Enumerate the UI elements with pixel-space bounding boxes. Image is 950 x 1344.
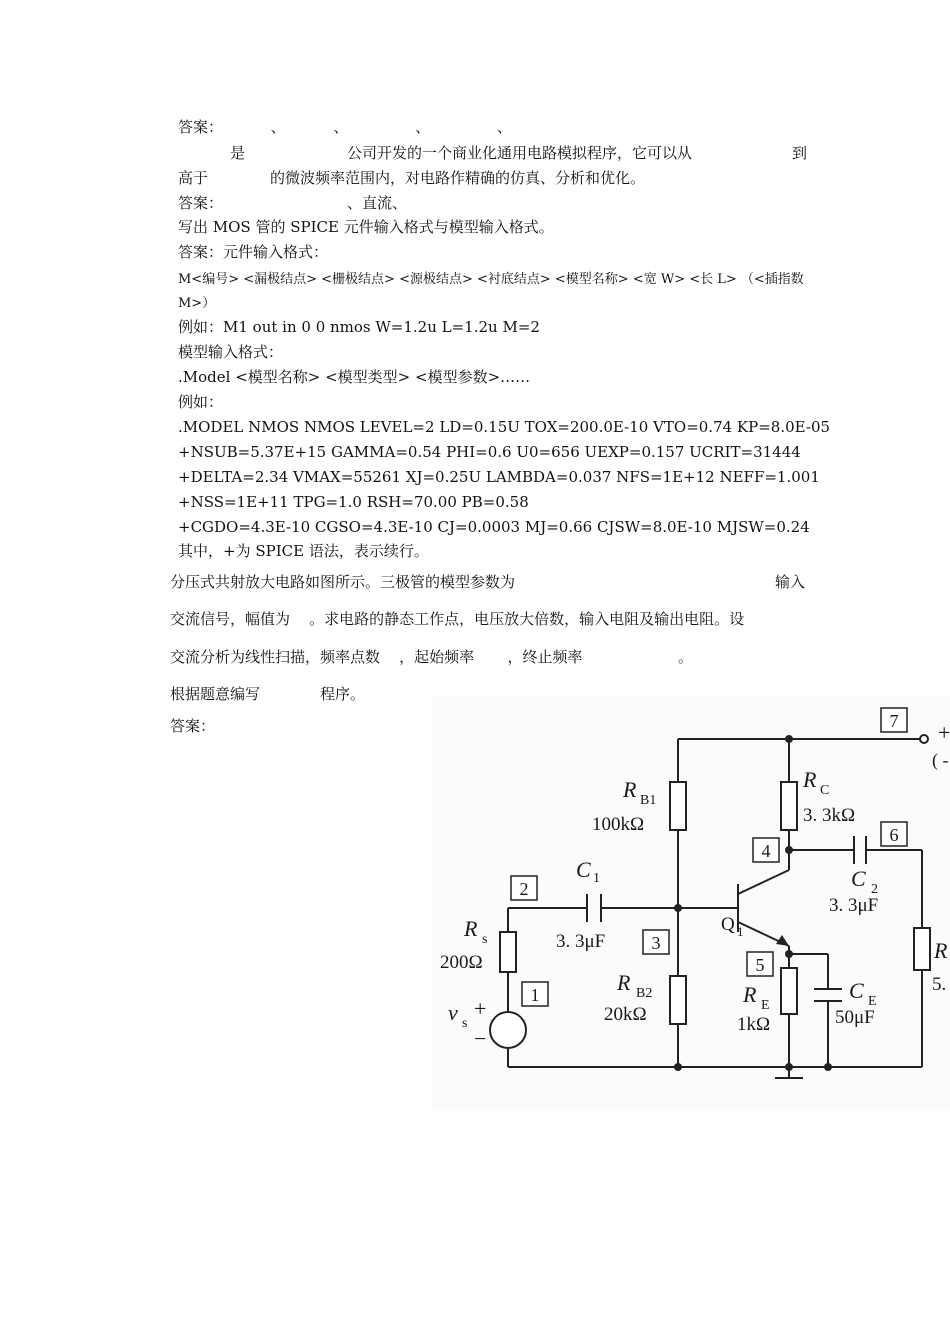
c1-subscript: 1 — [593, 871, 600, 886]
spice-intro-c: 到 — [792, 144, 808, 162]
rb2-value: 20kΩ — [604, 1004, 647, 1025]
amplifier-circuit-diagram — [432, 696, 950, 1110]
rs-subscript: s — [482, 932, 488, 947]
model-line-3: +DELTA=2.34 VMAX=55261 XJ=0.25U LAMBDA=0.037 NFS=1E+12 NEFF=1.001 — [178, 468, 820, 486]
node-7-label: 7 — [889, 711, 899, 731]
vcc-plus-sign: + — [938, 720, 950, 745]
ac-source-icon — [490, 1012, 526, 1048]
q1-subscript: 1 — [737, 924, 744, 939]
element-example: 例如：M1 out in 0 0 nmos W=1.2u L=1.2u M=2 — [178, 318, 540, 336]
spice-intro-e: 的微波频率范围内，对电路作精确的仿真、分析和优化。 — [270, 169, 646, 187]
rb2-subscript: B2 — [636, 986, 653, 1001]
model-line-4: +NSS=1E+11 TPG=1.0 RSH=70.00 PB=0.58 — [178, 493, 529, 511]
element-format-line-1: M<编号> <漏极结点> <栅极结点> <源极结点> <衬底结点> <模型名称> <宽 W> <长 L> （<插指数 — [178, 272, 804, 287]
c2-symbol: C — [851, 866, 866, 891]
continuation-note: 其中，+为 SPICE 语法，表示续行。 — [178, 542, 429, 560]
amp-question-b: 输入 — [775, 573, 806, 591]
ce-value: 50μF — [835, 1007, 875, 1028]
c2-subscript: 2 — [871, 882, 878, 897]
amp-question-a: 分压式共射放大电路如图所示。三极管的模型参数为 — [170, 573, 516, 591]
model-format-line: .Model <模型名称> <模型类型> <模型参数>…… — [178, 368, 531, 386]
vs-subscript: s — [462, 1016, 468, 1031]
answer-line-2: 答案： 、直流、 — [178, 194, 407, 212]
resistor-rc — [781, 782, 797, 830]
resistor-re — [781, 968, 797, 1014]
amp-question-d: 交流分析为线性扫描，频率点数 ，起始频率 ，终止频率 — [170, 648, 583, 666]
answer-line-1: 答案： 、 、 、 、 — [178, 118, 512, 136]
ce-symbol: C — [849, 978, 864, 1003]
model-example-title: 例如： — [178, 393, 224, 411]
node-1-label: 1 — [530, 985, 540, 1005]
answer-line-3: 答案： — [170, 717, 216, 735]
vs-symbol: v — [448, 1000, 458, 1025]
rc-symbol: R — [803, 767, 817, 792]
resistor-rb2 — [670, 976, 686, 1024]
vs-minus-sign: − — [474, 1026, 487, 1051]
rb1-subscript: B1 — [640, 793, 657, 808]
re-subscript: E — [761, 998, 770, 1013]
spice-intro-d: 高于 — [178, 169, 209, 187]
re-symbol: R — [743, 982, 757, 1007]
amp-question-e: 。 — [678, 648, 694, 666]
model-line-1: .MODEL NMOS NMOS LEVEL=2 LD=0.15U TOX=200.0E-10 VTO=0.74 KP=8.0E-05 — [178, 418, 831, 436]
model-line-5: +CGDO=4.3E-10 CGSO=4.3E-10 CJ=0.0003 MJ=0.66 CJSW=8.0E-10 MJSW=0.24 — [178, 518, 810, 536]
rb2-symbol: R — [617, 970, 631, 995]
vcc-paren: ( - — [932, 750, 949, 770]
node-4-label: 4 — [761, 841, 771, 861]
rl-symbol: R — [934, 938, 948, 963]
c2-value: 3. 3μF — [829, 895, 879, 916]
terminal-vcc — [920, 735, 928, 743]
element-format-line-2: M>） — [178, 296, 216, 311]
resistor-rs — [500, 932, 516, 972]
node-6-label: 6 — [889, 825, 899, 845]
rl-value: 5. — [932, 974, 947, 995]
q1-symbol: Q — [721, 914, 735, 935]
c1-value: 3. 3μF — [556, 931, 606, 952]
node-2-label: 2 — [519, 879, 529, 899]
rb1-symbol: R — [623, 777, 637, 802]
spice-intro-b: 公司开发的一个商业化通用电路模拟程序，它可以从 — [347, 144, 693, 162]
answer-element-format: 答案：元件输入格式： — [178, 243, 329, 261]
spice-intro-a: 是 — [230, 144, 246, 162]
program-instruction-b: 程序。 — [320, 685, 366, 703]
resistor-rb1 — [670, 782, 686, 830]
resistor-rl — [914, 928, 930, 970]
rs-symbol: R — [464, 916, 478, 941]
ce-subscript: E — [868, 994, 877, 1009]
amp-question-c: 交流信号，幅值为 。求电路的静态工作点，电压放大倍数，输入电阻及输出电阻。设 — [170, 610, 745, 628]
node-5-label: 5 — [755, 955, 765, 975]
model-line-2: +NSUB=5.37E+15 GAMMA=0.54 PHI=0.6 U0=656 UEXP=0.157 UCRIT=31444 — [178, 443, 801, 461]
rc-subscript: C — [820, 783, 830, 798]
rs-value: 200Ω — [440, 952, 483, 973]
program-instruction-a: 根据题意编写 — [170, 685, 261, 703]
re-value: 1kΩ — [737, 1014, 771, 1035]
vs-plus-sign: + — [474, 996, 487, 1021]
c1-symbol: C — [576, 857, 591, 882]
question-mos: 写出 MOS 管的 SPICE 元件输入格式与模型输入格式。 — [178, 218, 554, 236]
node-3-label: 3 — [651, 933, 661, 953]
rc-value: 3. 3kΩ — [803, 805, 856, 826]
rb1-value: 100kΩ — [592, 814, 645, 835]
model-format-title: 模型输入格式： — [178, 343, 284, 361]
